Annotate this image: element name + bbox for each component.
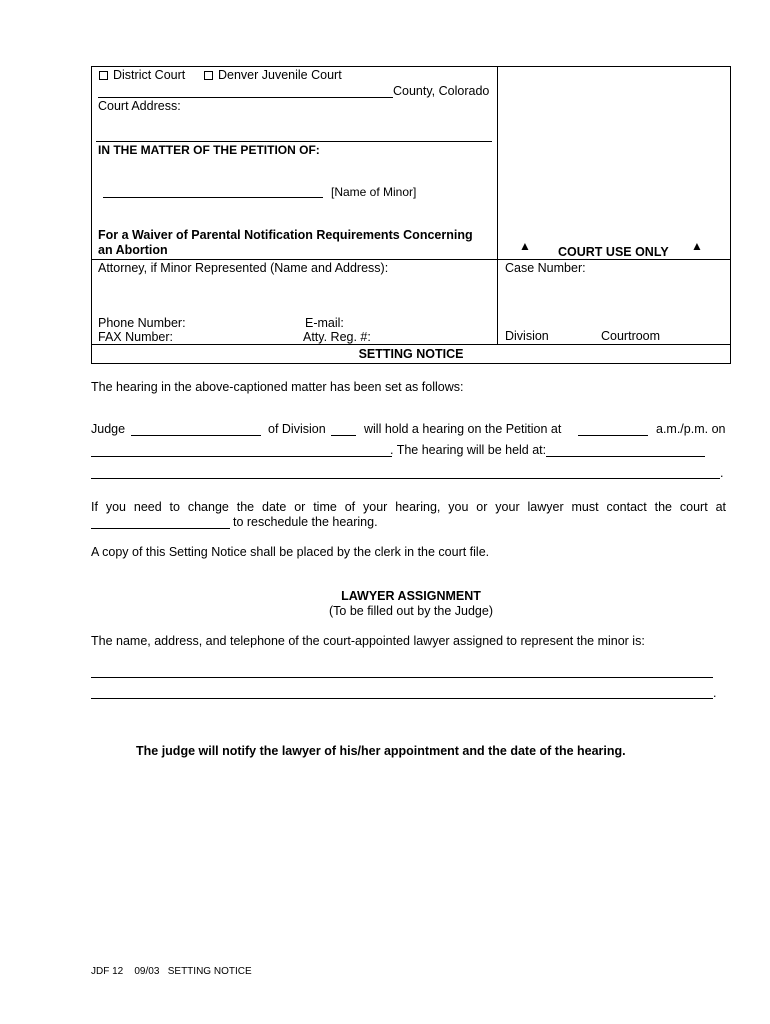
email-label: E-mail:: [305, 316, 344, 330]
lawyer-assignment-heading: LAWYER ASSIGNMENT: [341, 589, 481, 603]
county-label: County, Colorado: [393, 84, 490, 98]
form-title: SETTING NOTICE: [358, 347, 464, 361]
period-mark: .: [720, 466, 724, 480]
triangle-up-icon: ▲: [519, 239, 531, 253]
intro-text: The hearing in the above-captioned matter has been set as follows:: [91, 380, 464, 394]
period-mark: .: [713, 686, 717, 700]
caption-vertical-divider: [497, 66, 498, 344]
case-number-label: Case Number:: [505, 261, 586, 275]
caption-box: [91, 66, 731, 364]
county-blank[interactable]: [98, 97, 393, 98]
footer-title: SETTING NOTICE: [167, 966, 252, 977]
division-label: Division: [505, 329, 549, 343]
of-division-label: of Division: [268, 422, 326, 436]
lawyer-assignment-subheading: (To be filled out by the Judge): [329, 604, 493, 618]
will-hold-label: will hold a hearing on the Petition at: [364, 422, 562, 436]
denver-juvenile-court-checkbox[interactable]: [204, 71, 213, 80]
notify-text: The judge will notify the lawyer of his/her appointment and the date of the hearing.: [136, 744, 626, 758]
judge-name-blank[interactable]: [131, 435, 261, 436]
court-contact-blank[interactable]: [91, 528, 230, 529]
footer-date: 09/03: [134, 966, 160, 977]
hearing-date-blank[interactable]: [91, 456, 392, 457]
minor-name-blank[interactable]: [103, 197, 323, 198]
change-instructions-line2: to reschedule the hearing.: [233, 515, 378, 529]
fax-label: FAX Number:: [98, 330, 174, 344]
hearing-location-blank[interactable]: [546, 456, 705, 457]
caption-divider-attorney: [91, 259, 731, 260]
atty-reg-label: Atty. Reg. #:: [303, 330, 371, 344]
division-number-blank[interactable]: [331, 435, 356, 436]
copy-notice-text: A copy of this Setting Notice shall be placed by the clerk in the court file.: [91, 545, 490, 559]
footer: [91, 966, 252, 977]
attorney-label: Attorney, if Minor Represented (Name and Address):: [98, 261, 389, 275]
triangle-up-icon: ▲: [691, 239, 703, 253]
matter-heading: IN THE MATTER OF THE PETITION OF:: [98, 143, 320, 157]
court-address-blank[interactable]: [96, 141, 492, 142]
lawyer-info-blank-1[interactable]: [91, 677, 713, 678]
ampm-label: a.m./p.m. on: [656, 422, 726, 436]
court-use-only-label: COURT USE ONLY: [558, 245, 669, 259]
hearing-location-blank-2[interactable]: [91, 478, 720, 479]
district-court-checkbox[interactable]: [99, 71, 108, 80]
lawyer-assignment-text: The name, address, and telephone of the court-appointed lawyer assigned to represent the minor is:: [91, 634, 645, 648]
footer-form-id: JDF 12: [91, 966, 124, 977]
court-option-district[interactable]: District Court: [99, 68, 185, 82]
hearing-time-blank[interactable]: [578, 435, 648, 436]
caption-divider-title: [91, 344, 731, 345]
courtroom-label: Courtroom: [601, 329, 661, 343]
court-option-denver-juvenile[interactable]: Denver Juvenile Court: [204, 68, 342, 82]
court-address-label: Court Address:: [98, 99, 181, 113]
petition-title-line2: an Abortion: [98, 243, 168, 257]
judge-label: Judge: [91, 422, 126, 436]
phone-label: Phone Number:: [98, 316, 186, 330]
held-at-label: . The hearing will be held at:: [390, 443, 547, 457]
petition-title-line1: For a Waiver of Parental Notification Requirements Concerning: [98, 228, 473, 242]
change-instructions-line1: If you need to change the date or time of your hearing, you or your lawyer must contact the court at: [91, 500, 726, 514]
lawyer-info-blank-2[interactable]: [91, 698, 713, 699]
name-of-minor-label: [Name of Minor]: [331, 185, 417, 199]
